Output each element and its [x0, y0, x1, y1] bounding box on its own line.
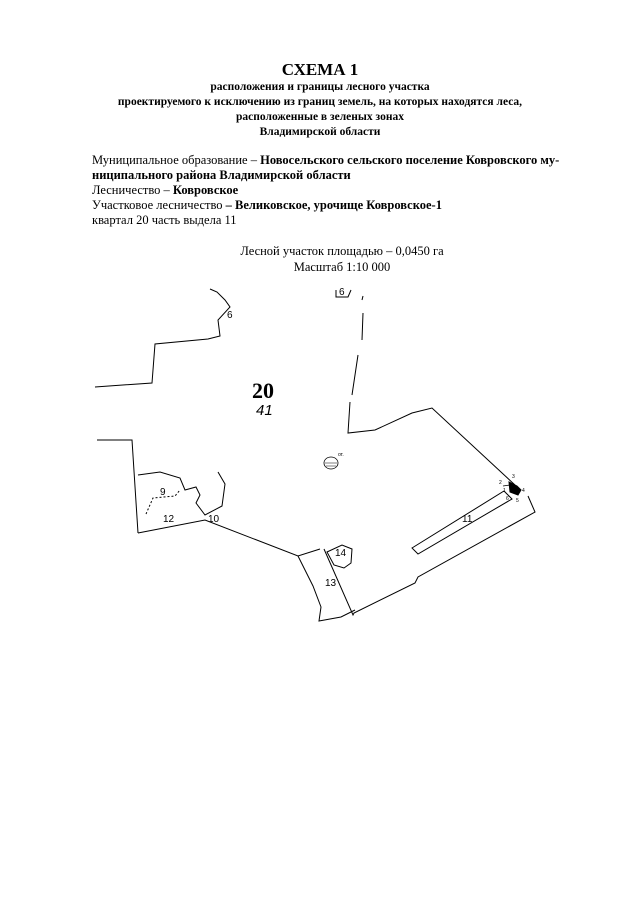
- pond-symbol: [324, 457, 338, 469]
- boundary-right: [348, 296, 515, 485]
- boundary-top-left: [95, 289, 230, 387]
- schema-title: СХЕМА 1: [281, 60, 359, 79]
- boundary-bottom-right: [324, 496, 535, 615]
- plot-area-value: 0,0450 га: [395, 244, 444, 258]
- subtitle-line-4: Владимирской области: [259, 126, 381, 138]
- district-line: Участковое лесничество – Великовское, урочище Ковровское-1: [92, 198, 442, 212]
- district-value: – Великовское, урочище Ковровское-1: [225, 198, 442, 212]
- pond-label: от.: [338, 452, 344, 458]
- quarter-line: квартал 20 часть выдела 11: [92, 213, 237, 227]
- plot-area-line: Лесной участок площадью – 0,0450 га: [240, 244, 444, 258]
- quarter-number: 20: [252, 378, 274, 403]
- division-6-top-label: 6: [339, 287, 345, 298]
- point-1: 1: [503, 488, 506, 494]
- division-9-label: 9: [160, 487, 166, 498]
- municipal-line-1: Муниципальное образование – Новосельского сельского поселение Ковровского му-: [92, 153, 560, 167]
- point-2: 2: [499, 480, 502, 486]
- division-10-label: 10: [208, 514, 220, 525]
- division-11-label: 11: [462, 514, 473, 525]
- map-lines: [95, 289, 535, 621]
- forestry-line: Лесничество – Ковровское: [92, 183, 239, 197]
- municipal-line-2: ниципального района Владимирской области: [92, 168, 351, 182]
- boundary-left-mid: [97, 440, 138, 533]
- map-scale: Масштаб 1:10 000: [293, 260, 391, 274]
- municipal-value: Новосельского сельского поселение Ковровского му-: [260, 153, 560, 167]
- point-5: 5: [516, 498, 519, 504]
- point-4: 4: [522, 488, 525, 494]
- subtitle-line-3: расположенные в зеленых зонах: [236, 111, 404, 123]
- division-12-label: 12: [163, 514, 175, 525]
- boundary-lower-diagonal: [138, 520, 320, 556]
- division-9-10: [138, 472, 225, 515]
- point-3: 3: [512, 474, 515, 480]
- subtitle-line-1: расположения и границы лесного участка: [210, 81, 430, 93]
- forestry-value: Ковровское: [172, 183, 239, 197]
- division-13-label: 13: [325, 578, 337, 589]
- subtitle-line-2: проектируемого к исключению из границ земель, на которых находятся леса,: [117, 96, 523, 108]
- quarter-area: 41: [256, 402, 273, 419]
- division-14-label: 14: [335, 548, 347, 559]
- point-6: 6: [506, 496, 509, 502]
- division-6-label: 6: [227, 310, 233, 321]
